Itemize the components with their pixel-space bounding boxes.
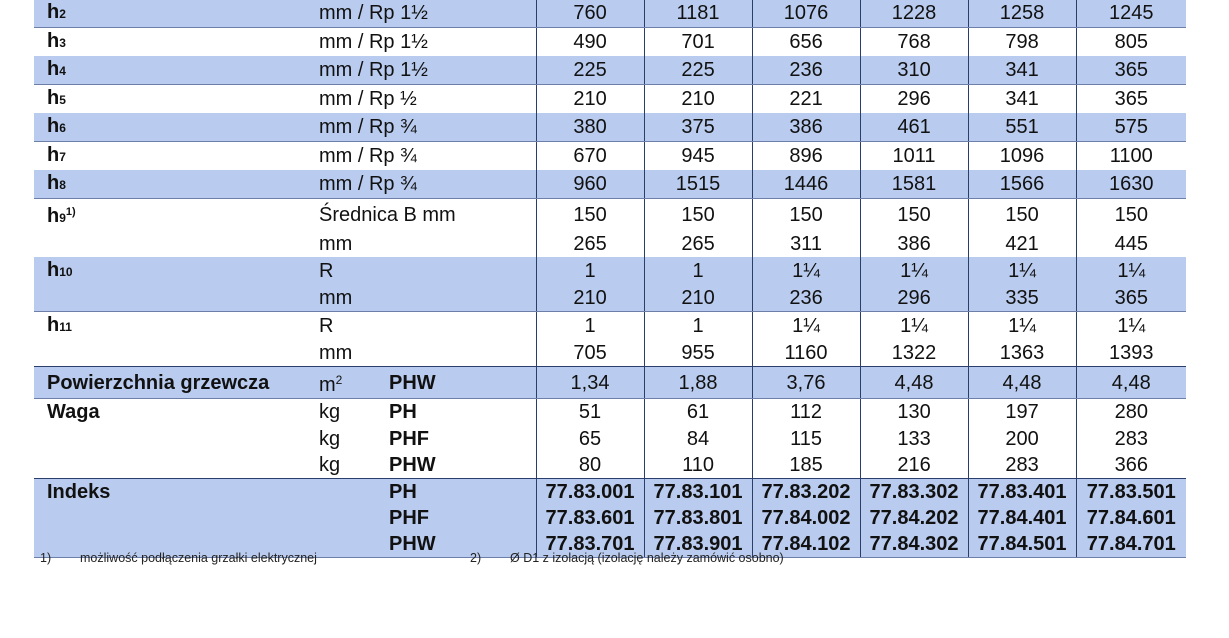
row-label-subscript: 6 [59, 121, 66, 135]
row-label-text: h [47, 58, 60, 80]
row-label [34, 231, 306, 257]
table-row [34, 56, 1186, 85]
table-cell: 1 [536, 312, 644, 341]
table-cell: 670 [536, 142, 644, 171]
row-unit-text: mm [319, 233, 353, 256]
row-type: PHW [386, 452, 536, 479]
table-cell: 960 [536, 170, 644, 199]
table-cell: 760 [536, 0, 644, 28]
table-row [34, 399, 1186, 426]
row-label [34, 425, 306, 451]
table-cell: 200 [968, 425, 1076, 451]
table-cell: 280 [1076, 399, 1186, 426]
row-type: PHW [386, 531, 536, 558]
table-row [34, 505, 1186, 531]
table-cell: 575 [1076, 113, 1186, 142]
row-label [34, 28, 306, 57]
row-unit [306, 170, 536, 199]
table-cell: 1¼ [968, 312, 1076, 341]
table-row [34, 478, 1186, 505]
row-label-subscript: 7 [59, 150, 66, 164]
table-cell: 130 [860, 399, 968, 426]
table-cell: 1581 [860, 170, 968, 199]
table-cell: 150 [752, 199, 860, 232]
row-label-subscript: 2 [59, 7, 66, 21]
table-cell: 341 [968, 85, 1076, 114]
table-row [34, 170, 1186, 199]
table-cell: 112 [752, 399, 860, 426]
table-row [34, 312, 1186, 341]
table-cell: 341 [968, 56, 1076, 85]
table-cell: 1096 [968, 142, 1076, 171]
table-cell: 366 [1076, 452, 1186, 479]
row-unit-text: mm / Rp 1½ [319, 31, 428, 53]
table-cell: 1258 [968, 0, 1076, 28]
row-unit-text: Średnica B mm [319, 204, 456, 226]
table-cell: 133 [860, 425, 968, 451]
row-unit [306, 85, 536, 114]
row-unit [306, 505, 386, 531]
table-cell: 150 [1076, 199, 1186, 232]
table-cell: 386 [752, 113, 860, 142]
row-label [34, 257, 306, 285]
table-cell: 421 [968, 231, 1076, 257]
table-cell: 310 [860, 56, 968, 85]
row-label-text: h [47, 205, 60, 227]
table-cell: 1181 [644, 0, 752, 28]
table-cell: 3,76 [752, 367, 860, 399]
table-cell: 805 [1076, 28, 1186, 57]
row-label [34, 399, 306, 426]
table-cell: 77.84.302 [860, 531, 968, 558]
table-cell: 1¼ [860, 257, 968, 285]
row-label [34, 285, 306, 312]
table-cell: 115 [752, 425, 860, 451]
row-unit-text: R [319, 260, 334, 283]
table-row [34, 85, 1186, 114]
row-label [34, 452, 306, 479]
row-label-subscript: 4 [59, 64, 66, 78]
table-cell: 896 [752, 142, 860, 171]
row-label-text: h [47, 115, 60, 137]
table-cell: 1 [644, 312, 752, 341]
table-cell: 236 [752, 285, 860, 312]
table-cell: 77.84.102 [752, 531, 860, 558]
table-cell: 77.83.601 [536, 505, 644, 531]
table-cell: 77.83.701 [536, 531, 644, 558]
row-unit-text: mm / Rp ¾ [319, 145, 417, 167]
table-cell: 150 [860, 199, 968, 232]
row-unit [306, 113, 536, 142]
table-cell: 1¼ [860, 312, 968, 341]
row-label-footnote-ref: 1) [65, 206, 76, 218]
row-unit-text: mm / Rp ¾ [319, 173, 417, 195]
table-cell: 1100 [1076, 142, 1186, 171]
row-label [34, 340, 306, 367]
table-cell: 955 [644, 340, 752, 367]
table-cell: 150 [644, 199, 752, 232]
table-cell: 705 [536, 340, 644, 367]
table-cell: 1 [644, 257, 752, 285]
row-label-text: h [47, 30, 60, 52]
footnote-number: 2) [470, 551, 482, 565]
table-cell: 110 [644, 452, 752, 479]
table-cell: 311 [752, 231, 860, 257]
row-unit [306, 257, 536, 285]
row-type: PH [386, 478, 536, 505]
table-cell: 77.83.001 [536, 478, 644, 505]
row-unit-text: kg [319, 453, 341, 476]
table-cell: 77.83.501 [1076, 478, 1186, 505]
table-cell: 77.83.302 [860, 478, 968, 505]
row-unit-text: kg [319, 427, 341, 450]
row-label [34, 85, 306, 114]
table-cell: 1630 [1076, 170, 1186, 199]
table-cell: 365 [1076, 285, 1186, 312]
table-cell: 296 [860, 285, 968, 312]
row-unit-text: kg [319, 401, 341, 424]
table-cell: 1¼ [752, 257, 860, 285]
table-cell: 265 [536, 231, 644, 257]
table-row [34, 199, 1186, 232]
table-cell: 77.83.801 [644, 505, 752, 531]
row-type: PHF [386, 505, 536, 531]
table-cell: 1011 [860, 142, 968, 171]
row-label-subscript: 11 [59, 320, 72, 335]
row-unit-text: mm / Rp 1½ [319, 59, 428, 81]
table-cell: 1¼ [752, 312, 860, 341]
table-cell: 1245 [1076, 0, 1186, 28]
table-cell: 77.84.501 [968, 531, 1076, 558]
row-unit [306, 231, 536, 257]
table-cell: 265 [644, 231, 752, 257]
row-unit [306, 531, 386, 558]
row-unit-text: mm / Rp ¾ [319, 116, 417, 138]
table-cell: 150 [968, 199, 1076, 232]
table-cell: 4,48 [1076, 367, 1186, 399]
table-cell: 210 [536, 285, 644, 312]
table-cell: 1¼ [1076, 312, 1186, 341]
table-cell: 1,88 [644, 367, 752, 399]
table-cell: 185 [752, 452, 860, 479]
table-cell: 225 [644, 56, 752, 85]
table-cell: 51 [536, 399, 644, 426]
footnote-text: możliwość podłączenia grzałki elektrycznej [80, 551, 317, 565]
row-unit [306, 199, 536, 232]
table-cell: 1446 [752, 170, 860, 199]
table-cell: 1,34 [536, 367, 644, 399]
row-unit [306, 399, 386, 426]
table-cell: 77.84.601 [1076, 505, 1186, 531]
row-label-text: Indeks [47, 480, 111, 503]
row-unit-text: mm / Rp ½ [319, 88, 417, 110]
table-cell: 386 [860, 231, 968, 257]
row-label-text: h [47, 172, 60, 194]
row-unit [306, 367, 386, 399]
table-cell: 197 [968, 399, 1076, 426]
row-unit-text: mm [319, 342, 353, 365]
row-label [34, 142, 306, 171]
table-row [34, 367, 1186, 399]
row-label [34, 505, 306, 531]
table-cell: 77.83.401 [968, 478, 1076, 505]
row-label-subscript: 3 [59, 36, 66, 50]
table-cell: 445 [1076, 231, 1186, 257]
row-label-subscript: 9 [59, 211, 66, 225]
row-label [34, 478, 306, 505]
row-unit-text: mm / Rp 1½ [319, 2, 428, 24]
row-label-text: Waga [47, 401, 100, 424]
table-cell: 1160 [752, 340, 860, 367]
row-label [34, 199, 306, 232]
table-cell: 210 [644, 85, 752, 114]
table-cell: 335 [968, 285, 1076, 312]
row-label-text: h [47, 144, 60, 166]
table-row [34, 425, 1186, 451]
footnote-text: Ø D1 z izolacją (izolację należy zamówić osobno) [510, 551, 784, 565]
row-unit [306, 478, 386, 505]
row-type: PHW [386, 367, 536, 399]
row-label [34, 0, 306, 28]
row-unit [306, 56, 536, 85]
row-label-text: h [47, 314, 60, 337]
row-label [34, 367, 306, 399]
table-cell: 77.84.401 [968, 505, 1076, 531]
table-cell: 1¼ [968, 257, 1076, 285]
table-cell: 61 [644, 399, 752, 426]
row-unit [306, 142, 536, 171]
row-unit [306, 340, 536, 367]
table-cell: 216 [860, 452, 968, 479]
table-cell: 551 [968, 113, 1076, 142]
row-label-text: Powierzchnia grzewcza [47, 371, 270, 394]
table-row [34, 231, 1186, 257]
table-row [34, 452, 1186, 479]
row-label-subscript: 10 [59, 265, 73, 280]
row-unit [306, 452, 386, 479]
table-cell: 80 [536, 452, 644, 479]
table-cell: 77.83.901 [644, 531, 752, 558]
table-cell: 490 [536, 28, 644, 57]
row-unit-text: mm [319, 287, 353, 310]
table-cell: 1393 [1076, 340, 1186, 367]
row-label-text: h [47, 1, 60, 23]
table-cell: 210 [536, 85, 644, 114]
table-cell: 1076 [752, 0, 860, 28]
row-unit-text: m [319, 374, 336, 397]
table-cell: 77.84.002 [752, 505, 860, 531]
table-cell: 150 [536, 199, 644, 232]
row-label-text: h [47, 87, 60, 109]
row-label [34, 312, 306, 341]
row-label-subscript: 5 [59, 93, 66, 107]
table-cell: 461 [860, 113, 968, 142]
table-row [34, 142, 1186, 171]
table-row [34, 340, 1186, 367]
table-cell: 84 [644, 425, 752, 451]
table-row [34, 113, 1186, 142]
table-cell: 77.83.202 [752, 478, 860, 505]
footnote-number: 1) [40, 551, 52, 565]
table-cell: 1¼ [1076, 257, 1186, 285]
table-cell: 1566 [968, 170, 1076, 199]
spec-table-body [34, 0, 1186, 558]
row-unit [306, 425, 386, 451]
table-row [34, 0, 1186, 28]
table-cell: 210 [644, 285, 752, 312]
table-cell: 1 [536, 257, 644, 285]
table-cell: 77.84.202 [860, 505, 968, 531]
table-cell: 1515 [644, 170, 752, 199]
row-label [34, 170, 306, 199]
row-type: PHF [389, 427, 429, 450]
table-cell: 225 [536, 56, 644, 85]
table-cell: 365 [1076, 56, 1186, 85]
table-row [34, 28, 1186, 57]
row-unit-text: R [319, 315, 334, 338]
row-unit [306, 0, 536, 28]
table-cell: 296 [860, 85, 968, 114]
row-unit-superscript: 2 [335, 373, 343, 388]
table-row [34, 257, 1186, 285]
table-row [34, 285, 1186, 312]
table-cell: 1363 [968, 340, 1076, 367]
table-cell: 945 [644, 142, 752, 171]
table-cell: 77.84.701 [1076, 531, 1186, 558]
table-cell: 365 [1076, 85, 1186, 114]
row-label [34, 56, 306, 85]
table-cell: 656 [752, 28, 860, 57]
table-cell: 77.83.101 [644, 478, 752, 505]
row-unit [306, 312, 536, 341]
table-cell: 236 [752, 56, 860, 85]
row-unit [306, 28, 536, 57]
table-cell: 375 [644, 113, 752, 142]
table-cell: 65 [536, 425, 644, 451]
spec-table [34, 0, 1186, 558]
table-cell: 1322 [860, 340, 968, 367]
table-cell: 1228 [860, 0, 968, 28]
table-cell: 4,48 [860, 367, 968, 399]
table-cell: 221 [752, 85, 860, 114]
table-cell: 4,48 [968, 367, 1076, 399]
table-cell: 768 [860, 28, 968, 57]
row-label [34, 113, 306, 142]
table-cell: 283 [1076, 425, 1186, 451]
row-label-subscript: 8 [59, 178, 66, 192]
table-cell: 798 [968, 28, 1076, 57]
table-cell: 701 [644, 28, 752, 57]
row-type: PH [389, 401, 417, 424]
row-unit [306, 285, 536, 312]
row-label-text: h [47, 259, 60, 282]
table-cell: 283 [968, 452, 1076, 479]
table-cell: 380 [536, 113, 644, 142]
